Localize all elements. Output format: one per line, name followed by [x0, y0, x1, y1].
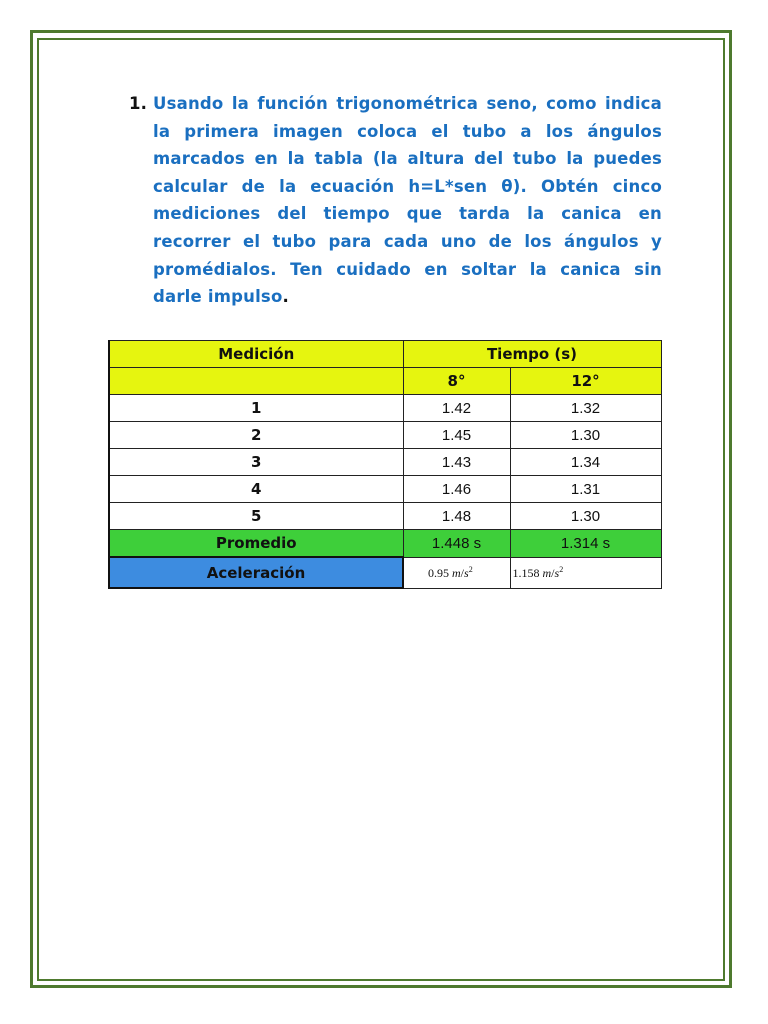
table-row	[109, 422, 661, 449]
table-row	[109, 395, 661, 422]
instruction-line-6: recorrer el tubo para cada uno de los ángulos y	[153, 231, 662, 251]
time-cell-12: 1.32	[510, 395, 661, 422]
aceleracion-value: 0.95	[428, 565, 449, 580]
header-medicion: Medición	[109, 341, 403, 368]
time-cell-8: 1.46	[403, 476, 510, 503]
header-angle-1: 8°	[403, 368, 510, 395]
instruction-line-5: mediciones del tiempo que tarda la canica en	[153, 204, 662, 224]
table-row	[109, 476, 661, 503]
instruction-line-4: calcular de la ecuación h=L*sen θ). Obtén cinco	[153, 176, 662, 196]
time-cell-8: 1.45	[403, 422, 510, 449]
unit-exp: 2	[559, 564, 564, 574]
instruction-number: 1.	[129, 94, 148, 113]
instruction-line-8	[129, 283, 662, 311]
instruction-line-1	[129, 90, 662, 118]
row-label: 2	[109, 422, 403, 449]
aceleracion-label: Aceleración	[109, 557, 403, 588]
unit-m: m	[452, 565, 461, 580]
header-angle-2: 12°	[510, 368, 661, 395]
time-cell-12: 1.30	[510, 503, 661, 530]
table-row	[109, 449, 661, 476]
aceleracion-cell-8	[403, 557, 510, 588]
instruction-line-2: la primera imagen coloca el tubo a los ángulos	[153, 121, 662, 141]
time-cell-12: 1.30	[510, 422, 661, 449]
row-label: 1	[109, 395, 403, 422]
unit-s: s	[464, 565, 469, 580]
table-header-row	[109, 341, 661, 368]
measurements-table	[108, 340, 662, 589]
time-cell-8: 1.43	[403, 449, 510, 476]
table-row	[109, 503, 661, 530]
instruction-text: Usando la función trigonométrica seno, como indica	[153, 94, 662, 113]
row-label: 4	[109, 476, 403, 503]
instruction-paragraph	[129, 90, 662, 311]
header-empty	[109, 368, 403, 395]
promedio-cell-8: 1.448 s	[403, 530, 510, 558]
aceleracion-cell-12	[510, 557, 661, 588]
aceleracion-row	[109, 557, 661, 588]
table-angle-row	[109, 368, 661, 395]
aceleracion-value: 1.158	[512, 565, 540, 580]
time-cell-12: 1.34	[510, 449, 661, 476]
header-tiempo: Tiempo (s)	[403, 341, 661, 368]
unit-m: m	[542, 565, 552, 580]
time-cell-12: 1.31	[510, 476, 661, 503]
unit-exp: 2	[468, 564, 473, 574]
time-cell-8: 1.42	[403, 395, 510, 422]
unit-s: s	[554, 565, 560, 580]
row-label: 5	[109, 503, 403, 530]
instruction-line-7: promédialos. Ten cuidado en soltar la canica sin	[153, 259, 662, 279]
promedio-cell-12: 1.314 s	[510, 530, 661, 558]
promedio-label: Promedio	[109, 530, 403, 558]
promedio-row	[109, 530, 661, 558]
time-cell-8: 1.48	[403, 503, 510, 530]
instruction-text: darle impulso	[153, 287, 283, 307]
instruction-line-3: marcados en la tabla (la altura del tubo la puedes	[153, 149, 662, 169]
row-label: 3	[109, 449, 403, 476]
unit-sep: /	[460, 565, 465, 580]
unit-sep: /	[551, 565, 555, 580]
instruction-end-period: .	[282, 287, 289, 307]
